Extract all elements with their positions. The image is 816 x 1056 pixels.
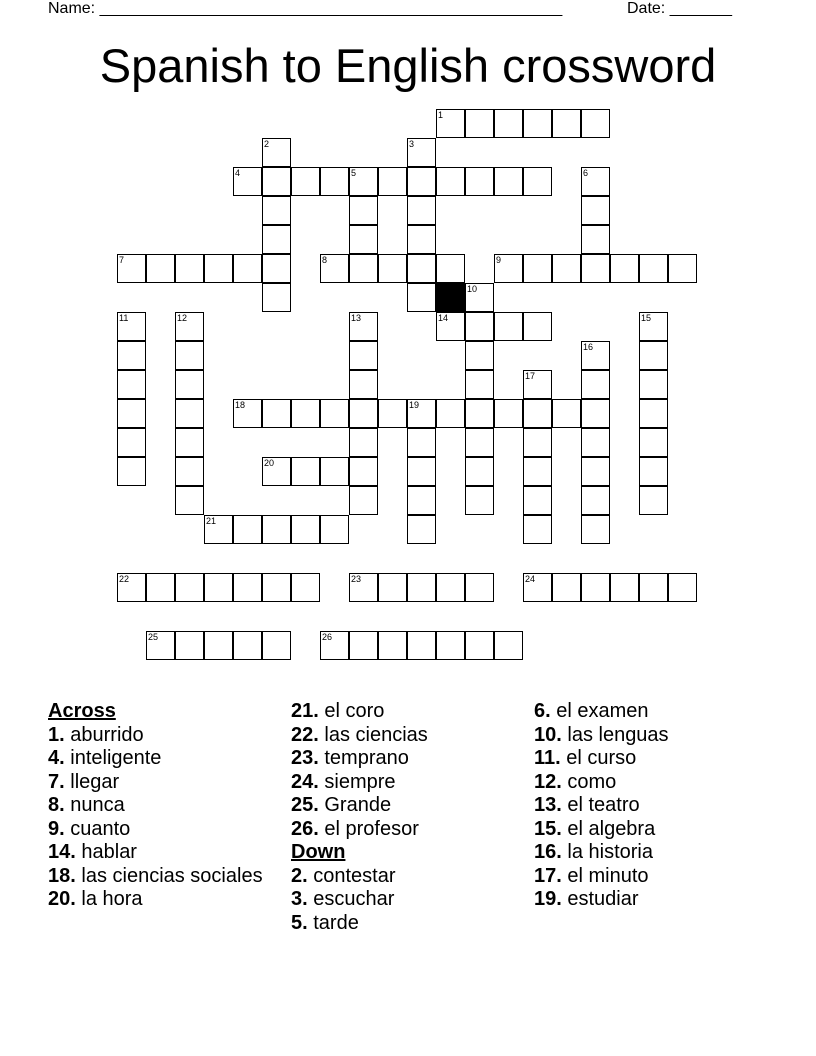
clue-label-number: 4. [48, 747, 65, 769]
grid-cell[interactable] [175, 457, 204, 486]
across-clue [291, 794, 531, 818]
grid-cell[interactable] [349, 254, 378, 283]
grid-cell[interactable] [407, 515, 436, 544]
grid-cell[interactable] [523, 486, 552, 515]
grid-cell[interactable] [436, 399, 465, 428]
grid-cell[interactable] [117, 370, 146, 399]
grid-cell[interactable] [639, 254, 668, 283]
down-heading: Down [291, 841, 346, 863]
down-clue [534, 724, 774, 748]
grid-cell[interactable] [349, 457, 378, 486]
grid-cell[interactable] [233, 254, 262, 283]
grid-cell[interactable] [407, 283, 436, 312]
grid-cell[interactable] [610, 254, 639, 283]
grid-cell[interactable] [552, 573, 581, 602]
grid-cell[interactable] [407, 254, 436, 283]
grid-cell[interactable] [349, 370, 378, 399]
clue-text: inteligente [70, 747, 162, 769]
grid-cell[interactable] [291, 399, 320, 428]
clue-number: 9 [496, 255, 502, 265]
clue-label-number: 16. [534, 841, 562, 863]
grid-cell[interactable] [233, 573, 262, 602]
clue-number: 14 [438, 313, 449, 323]
grid-cell[interactable] [117, 341, 146, 370]
down-clue [534, 771, 774, 795]
grid-cell[interactable] [494, 399, 523, 428]
grid-cell[interactable] [175, 399, 204, 428]
grid-cell[interactable] [175, 370, 204, 399]
grid-cell[interactable] [262, 631, 291, 660]
clue-number: 11 [119, 313, 129, 323]
across-clue [48, 818, 288, 842]
grid-cell[interactable] [639, 341, 668, 370]
clue-column-1 [48, 700, 288, 912]
grid-cell[interactable] [465, 457, 494, 486]
grid-cell[interactable] [465, 428, 494, 457]
grid-cell[interactable] [465, 167, 494, 196]
grid-cell[interactable] [117, 457, 146, 486]
grid-cell[interactable] [523, 254, 552, 283]
clue-text: el examen [556, 700, 649, 722]
grid-cell[interactable] [117, 399, 146, 428]
grid-cell[interactable] [262, 399, 291, 428]
across-clue [48, 841, 288, 865]
grid-cell[interactable] [552, 109, 581, 138]
clue-label-number: 12. [534, 770, 562, 793]
grid-cell[interactable] [639, 573, 668, 602]
grid-cell[interactable] [465, 631, 494, 660]
grid-cell[interactable] [581, 196, 610, 225]
grid-cell[interactable] [494, 312, 523, 341]
grid-cell[interactable] [436, 573, 465, 602]
grid-cell[interactable] [204, 254, 233, 283]
clue-label-number: 11. [534, 747, 561, 769]
clue-text: el profesor [324, 817, 419, 840]
clue-label-number: 1. [48, 723, 65, 746]
clue-number: 15 [641, 313, 652, 323]
grid-cell[interactable] [175, 631, 204, 660]
clue-number: 23 [351, 574, 362, 584]
across-heading: Across [48, 700, 116, 722]
grid-cell[interactable] [465, 341, 494, 370]
grid-cell[interactable] [233, 631, 262, 660]
clue-text: escuchar [313, 888, 395, 910]
grid-cell[interactable] [291, 515, 320, 544]
clue-label-number: 3. [291, 888, 308, 910]
grid-cell[interactable] [581, 399, 610, 428]
grid-cell[interactable] [407, 631, 436, 660]
clue-number: 19 [409, 400, 420, 410]
clue-text: el curso [566, 747, 637, 769]
grid-cell[interactable] [378, 573, 407, 602]
grid-cell[interactable] [175, 486, 204, 515]
grid-cell[interactable] [204, 631, 233, 660]
grid-cell[interactable] [117, 428, 146, 457]
clue-text: temprano [324, 747, 409, 769]
grid-cell[interactable] [581, 254, 610, 283]
grid-cell[interactable] [494, 167, 523, 196]
grid-cell[interactable] [262, 283, 291, 312]
grid-cell[interactable] [262, 515, 291, 544]
grid-cell[interactable] [436, 167, 465, 196]
clue-text: las ciencias [324, 723, 428, 746]
clue-text: nunca [70, 794, 125, 816]
grid-cell[interactable] [668, 254, 697, 283]
down-clue [534, 888, 774, 912]
grid-cell[interactable] [581, 573, 610, 602]
grid-cell[interactable] [349, 399, 378, 428]
across-clue [291, 818, 531, 842]
grid-cell[interactable] [378, 254, 407, 283]
grid-cell[interactable] [465, 312, 494, 341]
clue-label-number: 6. [534, 700, 551, 722]
grid-cell[interactable] [407, 225, 436, 254]
clue-label-number: 24. [291, 770, 319, 793]
grid-cell[interactable] [668, 573, 697, 602]
across-clue [48, 771, 288, 795]
clue-label-number: 13. [534, 794, 562, 816]
grid-cell[interactable] [407, 196, 436, 225]
down-clue [291, 912, 531, 936]
clue-number: 3 [409, 139, 415, 149]
grid-cell[interactable] [349, 486, 378, 515]
grid-cell[interactable] [349, 196, 378, 225]
across-clue [48, 747, 288, 771]
clue-number: 8 [322, 255, 328, 265]
grid-cell[interactable] [523, 428, 552, 457]
grid-cell[interactable] [407, 167, 436, 196]
grid-cell[interactable] [639, 428, 668, 457]
name-field[interactable]: Name: ____________________________________________________ [48, 0, 563, 17]
grid-cell[interactable] [581, 428, 610, 457]
grid-cell[interactable] [494, 109, 523, 138]
grid-cell[interactable] [465, 399, 494, 428]
grid-cell[interactable] [349, 225, 378, 254]
grid-cell[interactable] [378, 399, 407, 428]
grid-cell[interactable] [639, 486, 668, 515]
across-clue [291, 700, 531, 724]
clue-text: el algebra [567, 817, 656, 840]
grid-cell[interactable] [204, 573, 233, 602]
clue-number: 10 [467, 284, 478, 294]
grid-cell[interactable] [581, 109, 610, 138]
clue-number: 26 [322, 632, 333, 642]
down-clue [534, 841, 774, 865]
grid-cell[interactable] [262, 167, 291, 196]
across-clue [291, 724, 531, 748]
grid-cell[interactable] [262, 196, 291, 225]
grid-cell[interactable] [320, 167, 349, 196]
clue-number: 6 [583, 168, 589, 178]
clue-number: 4 [235, 168, 241, 178]
grid-cell[interactable] [523, 167, 552, 196]
grid-cell[interactable] [233, 515, 262, 544]
clue-number: 2 [264, 139, 270, 149]
grid-cell[interactable] [581, 225, 610, 254]
clue-number: 21 [206, 516, 217, 526]
grid-cell[interactable] [175, 341, 204, 370]
grid-cell[interactable] [436, 254, 465, 283]
grid-cell[interactable] [291, 573, 320, 602]
grid-cell[interactable] [349, 631, 378, 660]
clue-number: 5 [351, 168, 357, 178]
clue-number: 13 [351, 313, 362, 323]
grid-cell[interactable] [639, 399, 668, 428]
clue-text: siempre [324, 770, 396, 793]
clue-number: 22 [119, 574, 130, 584]
grid-cell[interactable] [523, 312, 552, 341]
down-clue [291, 865, 531, 889]
clue-label-number: 25. [291, 794, 319, 816]
clue-text: contestar [313, 864, 396, 887]
clue-label-number: 22. [291, 723, 319, 746]
grid-cell[interactable] [465, 486, 494, 515]
clue-text: el minuto [567, 864, 649, 887]
grid-cell[interactable] [262, 225, 291, 254]
grid-cell[interactable] [465, 109, 494, 138]
clue-text: el teatro [567, 794, 640, 816]
grid-cell[interactable] [349, 428, 378, 457]
clue-text: llegar [70, 770, 120, 793]
grid-cell[interactable] [407, 486, 436, 515]
clue-label-number: 5. [291, 911, 308, 934]
clue-label-number: 20. [48, 888, 76, 910]
grid-cell[interactable] [407, 428, 436, 457]
grid-cell[interactable] [175, 254, 204, 283]
clue-text: las lenguas [567, 723, 669, 746]
clue-number: 16 [583, 342, 594, 352]
grid-cell[interactable] [465, 573, 494, 602]
clue-text: como [567, 770, 617, 793]
clue-text: la historia [567, 841, 653, 863]
across-clue [48, 794, 288, 818]
grid-cell[interactable] [320, 457, 349, 486]
clue-text: el coro [324, 700, 385, 722]
clue-label-number: 18. [48, 864, 76, 887]
clue-label-number: 14. [48, 841, 76, 863]
clue-label-number: 23. [291, 747, 319, 769]
grid-cell[interactable] [523, 515, 552, 544]
clue-label-number: 9. [48, 817, 65, 840]
clue-text: Grande [324, 794, 392, 816]
black-square [436, 283, 465, 312]
clue-label-number: 8. [48, 794, 65, 816]
grid-cell[interactable] [581, 515, 610, 544]
clue-label-number: 7. [48, 770, 65, 793]
clue-label-number: 19. [534, 888, 562, 910]
clue-text: la hora [81, 888, 143, 910]
grid-cell[interactable] [552, 254, 581, 283]
clue-label-number: 15. [534, 817, 562, 840]
clue-label-number: 17. [534, 864, 562, 887]
clue-text: tarde [313, 911, 359, 934]
grid-cell[interactable] [407, 457, 436, 486]
clue-text: las ciencias sociales [81, 864, 263, 887]
down-clue [534, 700, 774, 724]
clue-label-number: 2. [291, 864, 308, 887]
grid-cell[interactable] [378, 631, 407, 660]
clue-number: 12 [177, 313, 188, 323]
down-clue [534, 794, 774, 818]
grid-cell[interactable] [610, 573, 639, 602]
down-clue [534, 747, 774, 771]
across-clue [48, 865, 288, 889]
clue-number: 1 [438, 110, 444, 120]
grid-cell[interactable] [436, 631, 465, 660]
grid-cell[interactable] [407, 573, 436, 602]
grid-cell[interactable] [552, 399, 581, 428]
clue-label-number: 26. [291, 817, 319, 840]
clue-column-2 [291, 700, 531, 935]
grid-cell[interactable] [320, 515, 349, 544]
clue-number: 20 [264, 458, 275, 468]
clue-label-number: 21. [291, 700, 319, 722]
grid-cell[interactable] [378, 167, 407, 196]
grid-cell[interactable] [146, 254, 175, 283]
grid-cell[interactable] [523, 457, 552, 486]
grid-cell[interactable] [262, 254, 291, 283]
grid-cell[interactable] [581, 370, 610, 399]
grid-cell[interactable] [175, 573, 204, 602]
clue-text: hablar [81, 841, 137, 863]
clue-number: 25 [148, 632, 159, 642]
page-title: Spanish to English crossword [99, 39, 717, 92]
clue-text: estudiar [567, 888, 639, 910]
down-clue [291, 888, 531, 912]
grid-cell[interactable] [581, 457, 610, 486]
clue-column-3 [534, 700, 774, 912]
across-clue [291, 771, 531, 795]
grid-cell[interactable] [320, 399, 349, 428]
grid-cell[interactable] [262, 573, 291, 602]
grid-cell[interactable] [146, 573, 175, 602]
clue-number: 7 [119, 255, 125, 265]
clue-number: 24 [525, 574, 536, 584]
grid-cell[interactable] [175, 428, 204, 457]
grid-cell[interactable] [581, 486, 610, 515]
grid-cell[interactable] [465, 370, 494, 399]
grid-cell[interactable] [291, 167, 320, 196]
clue-number: 18 [235, 400, 246, 410]
grid-cell[interactable] [494, 631, 523, 660]
grid-cell[interactable] [639, 370, 668, 399]
grid-cell[interactable] [523, 109, 552, 138]
across-clue [291, 747, 531, 771]
date-field[interactable]: Date: _______ [627, 0, 732, 17]
grid-cell[interactable] [639, 457, 668, 486]
grid-cell[interactable] [349, 341, 378, 370]
across-clue [48, 724, 288, 748]
clue-number: 17 [525, 371, 536, 381]
clue-label-number: 10. [534, 723, 562, 746]
grid-cell[interactable] [523, 399, 552, 428]
across-clue [48, 888, 288, 912]
clue-text: aburrido [70, 723, 144, 746]
clue-text: cuanto [70, 817, 131, 840]
grid-cell[interactable] [291, 457, 320, 486]
down-clue [534, 865, 774, 889]
down-clue [534, 818, 774, 842]
